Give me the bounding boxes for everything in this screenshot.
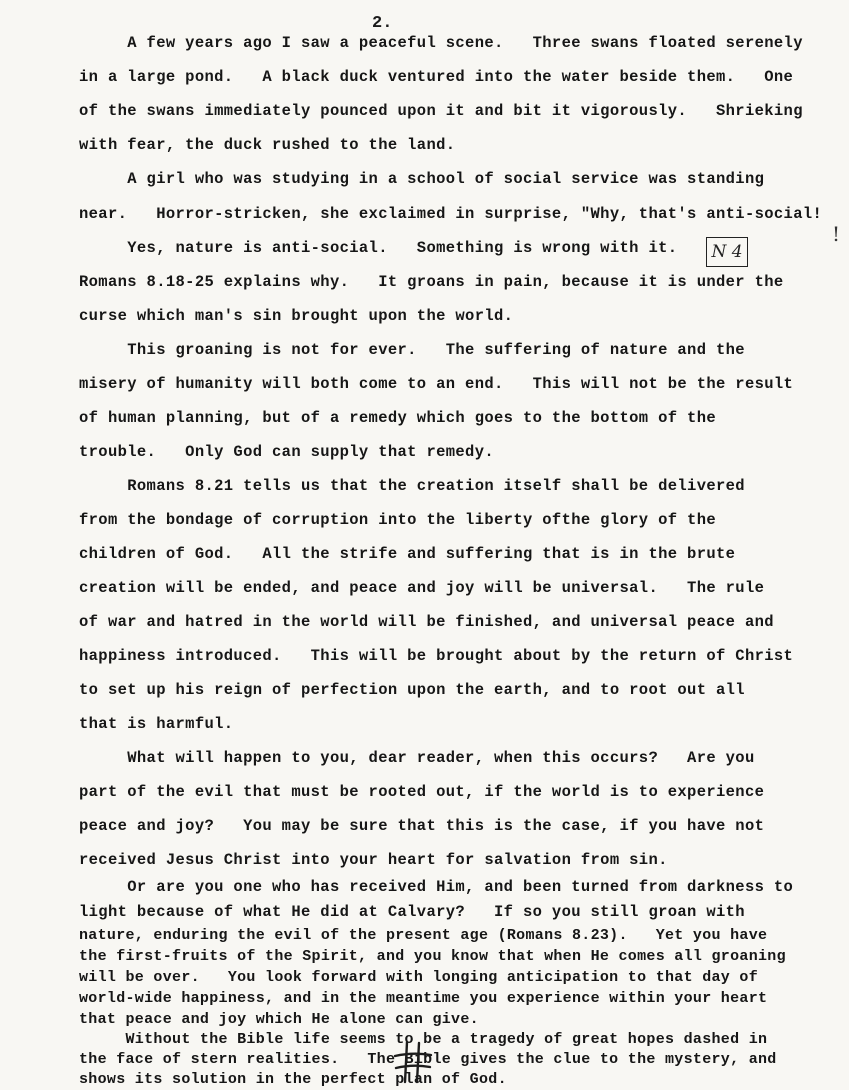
end-hash-mark: [393, 1040, 433, 1084]
text-line: of human planning, but of a remedy which goes to the bottom of the: [79, 409, 716, 427]
text-line: nature, enduring the evil of the present age (Romans 8.23). Yet you have: [79, 927, 768, 944]
text-line: light because of what He did at Calvary? If so you still groan with: [79, 903, 745, 921]
text-line: trouble. Only God can supply that remedy.: [79, 443, 495, 461]
text-line: creation will be ended, and peace and joy will be universal. The rule: [79, 579, 765, 597]
page-number: 2.: [372, 14, 393, 33]
margin-exclamation-mark: !: [832, 222, 841, 246]
text-line: of the swans immediately pounced upon it and bit it vigorously. Shrieking: [79, 102, 803, 120]
margin-note-box: N 4: [706, 237, 748, 267]
text-line: peace and joy? You may be sure that this is the case, if you have not: [79, 817, 765, 835]
text-line: near. Horror-stricken, she exclaimed in surprise, "Why, that's anti-social!: [79, 205, 823, 223]
text-line: with fear, the duck rushed to the land.: [79, 136, 456, 154]
text-line: that is harmful.: [79, 715, 234, 733]
text-line: A girl who was studying in a school of social service was standing: [79, 170, 765, 188]
text-line: Romans 8.18-25 explains why. It groans in pain, because it is under the: [79, 273, 784, 291]
text-line: misery of humanity will both come to an end. This will not be the result: [79, 375, 794, 393]
text-line: This groaning is not for ever. The suffering of nature and the: [79, 341, 745, 359]
text-line: that peace and joy which He alone can give.: [79, 1011, 479, 1028]
text-line: the first-fruits of the Spirit, and you know that when He comes all groaning: [79, 948, 786, 965]
text-line: the face of stern realities. The Bible gives the clue to the mystery, and: [79, 1051, 777, 1068]
text-line: received Jesus Christ into your heart for salvation from sin.: [79, 851, 668, 869]
text-line: to set up his reign of perfection upon the earth, and to root out all: [79, 681, 745, 699]
text-line: part of the evil that must be rooted out, if the world is to experience: [79, 783, 765, 801]
text-line: happiness introduced. This will be brought about by the return of Christ: [79, 647, 794, 665]
text-line: Or are you one who has received Him, and been turned from darkness to: [79, 878, 794, 896]
text-line: Yes, nature is anti-social. Something is wrong with it.: [79, 239, 678, 257]
text-line: shows its solution in the perfect plan of God.: [79, 1071, 507, 1088]
text-line: curse which man's sin brought upon the world.: [79, 307, 514, 325]
text-line: Without the Bible life seems to be a tragedy of great hopes dashed in: [79, 1031, 768, 1048]
text-line: What will happen to you, dear reader, when this occurs? Are you: [79, 749, 755, 767]
text-line: world-wide happiness, and in the meantime you experience within your heart: [79, 990, 768, 1007]
text-line: from the bondage of corruption into the liberty ofthe glory of the: [79, 511, 716, 529]
text-line: in a large pond. A black duck ventured into the water beside them. One: [79, 68, 794, 86]
text-line: will be over. You look forward with longing anticipation to that day of: [79, 969, 759, 986]
text-line: A few years ago I saw a peaceful scene. Three swans floated serenely: [79, 34, 803, 52]
text-line: of war and hatred in the world will be finished, and universal peace and: [79, 613, 774, 631]
text-line: children of God. All the strife and suffering that is in the brute: [79, 545, 736, 563]
text-line: Romans 8.21 tells us that the creation itself shall be delivered: [79, 477, 745, 495]
